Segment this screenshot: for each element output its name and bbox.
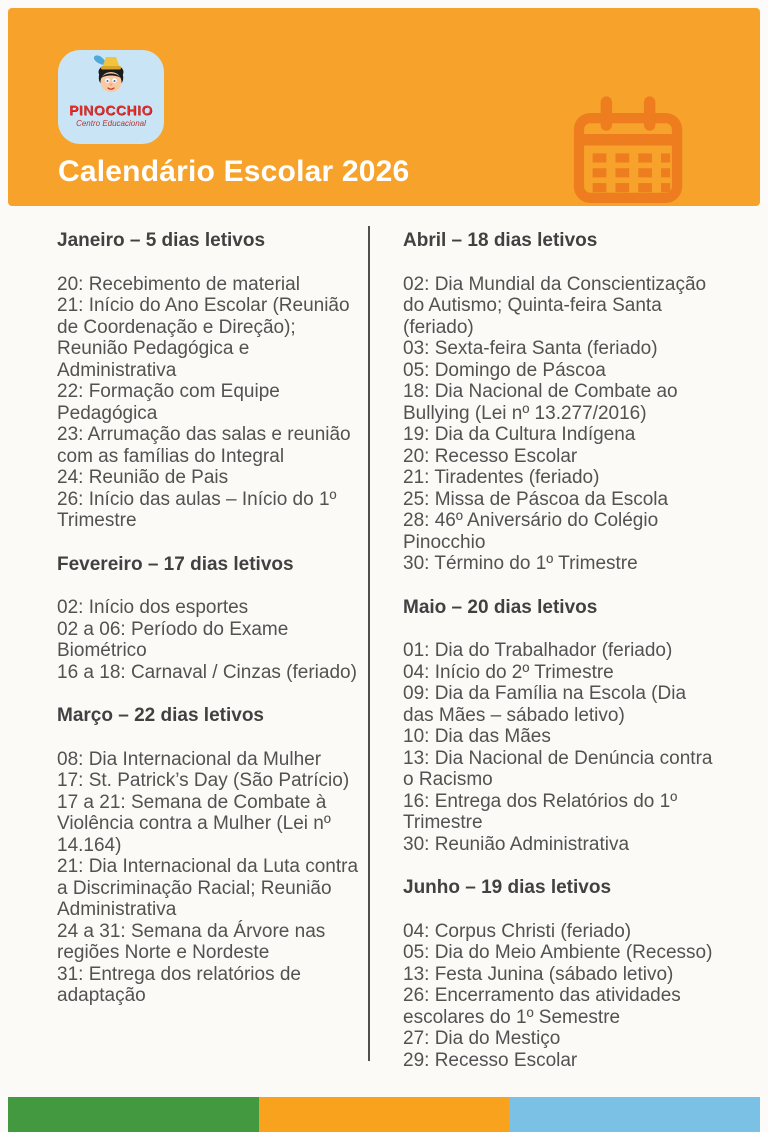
page-title: Calendário Escolar 2026 [58, 155, 410, 188]
event-item: 13: Festa Junina (sábado letivo) [403, 963, 674, 985]
month-section [57, 705, 360, 1007]
column-left [57, 230, 360, 1029]
calendar-grid-dots [593, 153, 671, 192]
logo-wordmark: PINOCCHIO [69, 102, 153, 118]
month-heading: Junho – 19 dias letivos [403, 877, 612, 898]
event-item: 30: Reunião Administrativa [403, 833, 630, 855]
month-heading: Fevereiro – 17 dias letivos [57, 553, 294, 575]
month-section [57, 554, 360, 684]
event-item: 10: Dia das Mães [403, 726, 551, 747]
event-item: 13: Dia Nacional de Denúncia contra o Racismo [403, 747, 713, 790]
event-item: 02: Início dos esportes [57, 597, 249, 618]
event-item: 30: Término do 1º Trimestre [403, 553, 638, 574]
month-section [57, 230, 360, 532]
event-item: 09: Dia da Família na Escola (Dia das Mães – sábado letivo) [403, 683, 687, 726]
footer-blue-segment [509, 1097, 760, 1132]
event-item: 31: Entrega dos relatórios de adaptação [57, 963, 301, 1006]
calendar-content [0, 206, 768, 1097]
header-banner [8, 8, 760, 206]
event-item: 03: Sexta-feira Santa (feriado) [403, 338, 658, 359]
event-item: 21: Dia Internacional da Luta contra a Discriminação Racial; Reunião Administrativa [57, 856, 359, 920]
footer-green-segment [8, 1097, 259, 1132]
month-section [403, 230, 715, 575]
event-item: 19: Dia da Cultura Indígena [403, 424, 636, 445]
event-item: 24 a 31: Semana da Árvore nas regiões Norte e Nordeste [57, 920, 326, 963]
month-heading: Maio – 20 dias letivos [403, 596, 598, 618]
event-item: 21: Início do Ano Escolar (Reunião de Coordenação e Direção); Reunião Pedagógica e Administrativa [57, 295, 350, 381]
calendar-icon [565, 93, 691, 207]
event-item: 04: Corpus Christi (feriado) [403, 920, 632, 942]
event-item: 29: Recesso Escolar [403, 1049, 578, 1071]
event-item: 05: Domingo de Páscoa [403, 359, 606, 381]
event-item: 25: Missa de Páscoa da Escola [403, 488, 669, 510]
logo-subtitle: Centro Educacional [76, 119, 146, 129]
event-item: 16: Entrega dos Relatórios do 1º Trimestre [403, 790, 678, 833]
school-logo [58, 50, 164, 144]
column-right [403, 230, 715, 1093]
event-item: 20: Recesso Escolar [403, 445, 578, 467]
month-heading: Março – 22 dias letivos [57, 705, 264, 726]
event-item: 23: Arrumação das salas e reunião com as famílias do Integral [57, 424, 351, 467]
column-divider [368, 226, 370, 1061]
event-item: 21: Tiradentes (feriado) [403, 467, 600, 488]
month-section [403, 597, 715, 856]
event-item: 05: Dia do Meio Ambiente (Recesso) [403, 942, 713, 963]
event-item: 27: Dia do Mestiço [403, 1028, 561, 1049]
event-item: 02: Dia Mundial da Conscientização do Autismo; Quinta-feira Santa (feriado) [403, 273, 707, 338]
event-item: 17 a 21: Semana de Combate à Violência contra a Mulher (Lei nº 14.164) [57, 791, 331, 856]
event-item: 01: Dia do Trabalhador (feriado) [403, 640, 673, 661]
footer-orange-segment [259, 1097, 510, 1132]
event-item: 22: Formação com Equipe Pedagógica [57, 381, 280, 424]
event-item: 08: Dia Internacional da Mulher [57, 748, 322, 770]
event-item: 02 a 06: Período do Exame Biométrico [57, 618, 289, 661]
pinocchio-illustration [85, 53, 137, 103]
event-item: 20: Recebimento de material [57, 273, 300, 295]
event-item: 18: Dia Nacional de Combate ao Bullying (Lei nº 13.277/2016) [403, 381, 678, 424]
event-item: 17: St. Patrick’s Day (São Patrício) [57, 770, 350, 791]
event-item: 24: Reunião de Pais [57, 467, 229, 488]
event-item: 16 a 18: Carnaval / Cinzas (feriado) [57, 661, 357, 683]
event-item: 26: Início das aulas – Início do 1º Trimestre [57, 488, 337, 531]
month-heading: Janeiro – 5 dias letivos [57, 230, 266, 251]
event-item: 28: 46º Aniversário do Colégio Pinocchio [403, 510, 659, 553]
month-section [403, 877, 715, 1071]
event-item: 04: Início do 2º Trimestre [403, 661, 614, 683]
month-heading: Abril – 18 dias letivos [403, 230, 598, 251]
event-item: 26: Encerramento das atividades escolares do 1º Semestre [403, 985, 681, 1028]
footer-stripe [8, 1097, 760, 1132]
